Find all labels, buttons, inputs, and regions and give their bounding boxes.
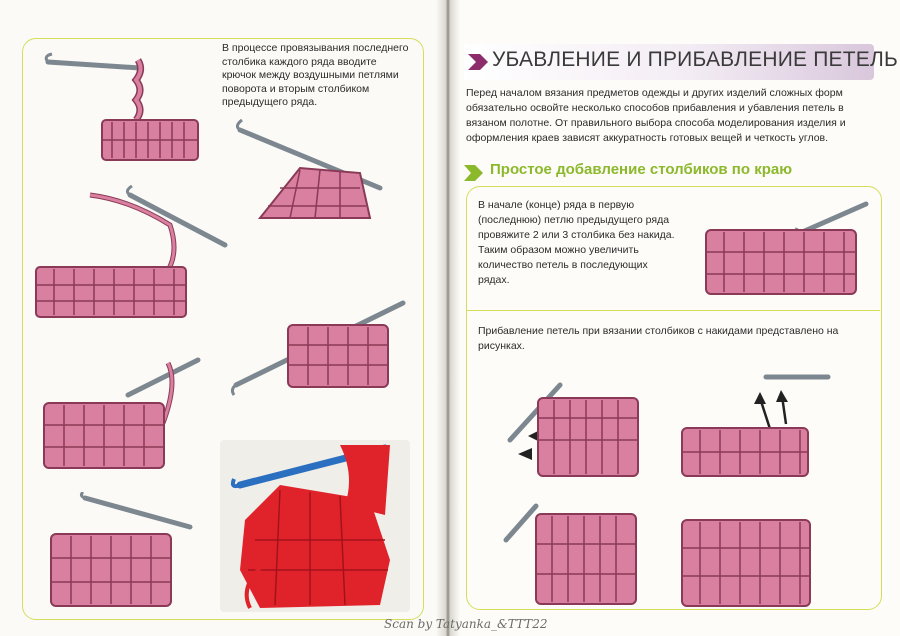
crochet-illustration-dc-increase-step1 bbox=[500, 380, 645, 482]
crochet-illustration-row-turn bbox=[30, 185, 230, 330]
intro-paragraph: Перед началом вязания предметов одежды и других изделий сложных форм обязательно освойте несколько способов прибавления и убавления петель в вязаном полотне. От правильного выбора способа моделирования изделия и оформления краев зависят аккуратность готовых вещей и четкость углов. bbox=[466, 87, 846, 144]
section-divider bbox=[466, 310, 880, 311]
title-arrow-icon bbox=[466, 50, 490, 74]
scan-credit: Scan by Tatyanka_&TTT22 bbox=[384, 617, 548, 631]
crochet-illustration-turning-chain bbox=[40, 50, 210, 165]
red-yarn-swatch-image bbox=[220, 440, 410, 612]
left-instruction-text: В процессе провязывания последнего столбика каждого ряда вводите крючок между воздушными петлями поворота и вторым столбиком предыдущего ряда. bbox=[222, 42, 409, 108]
subheading-arrow-icon bbox=[462, 162, 486, 184]
crochet-illustration-dc-increase-step4 bbox=[676, 514, 816, 610]
crochet-illustration-finished-edge bbox=[45, 492, 195, 610]
red-crochet-photo bbox=[220, 440, 410, 612]
crochet-illustration-last-stitch bbox=[230, 118, 390, 228]
crochet-illustration-dc-increase-step2 bbox=[676, 362, 834, 482]
crochet-illustration-hook-insert bbox=[228, 295, 408, 410]
book-spine bbox=[436, 0, 460, 636]
crochet-illustration-edge-stitch bbox=[38, 355, 213, 475]
page-title: УБАВЛЕНИЕ И ПРИБАВЛЕНИЕ ПЕТЕЛЬ bbox=[492, 48, 898, 71]
double-crochet-increase-text: Прибавление петель при вязании столбиков с накидами представлено на рисунках. bbox=[478, 325, 839, 352]
crochet-illustration-simple-increase bbox=[700, 198, 872, 300]
simple-increase-text: В начале (конце) ряда в первую (последнюю) петлю предыдущего ряда провяжите 2 или 3 столбика без накида. Таким образом можно увеличить количество петель в последующих рядах. bbox=[478, 199, 675, 286]
crochet-illustration-dc-increase-step3 bbox=[496, 500, 644, 608]
section-subheading: Простое добавление столбиков по краю bbox=[490, 161, 793, 178]
